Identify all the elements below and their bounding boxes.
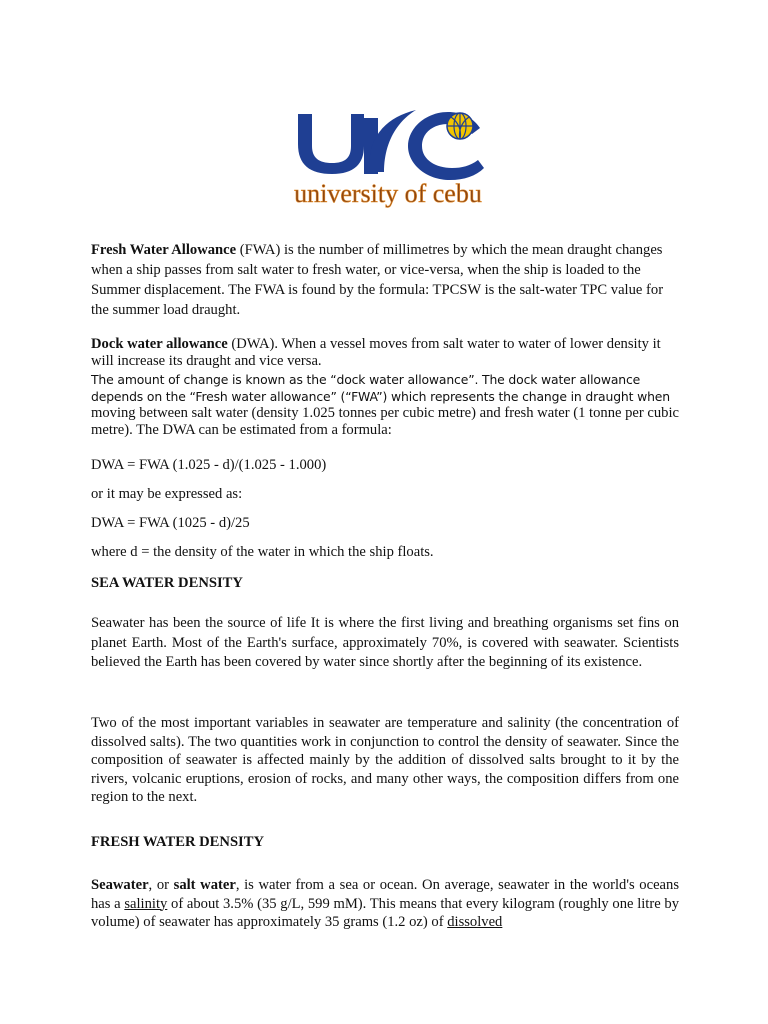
sea-water-heading: SEA WATER DENSITY xyxy=(91,575,243,591)
fwa-text: (FWA) is the number of millimetres by which the mean draught changes when a ship passes from salt water to fresh water, or vice-versa, when the ship is loaded to the Summer displacement. The FWA is found by the formula: TPCSW is the salt-water TPC value for the summer load draught. xyxy=(91,242,664,318)
dwa-formula-2: DWA = FWA (1025 - d)/25 xyxy=(91,515,250,531)
uc-logo-graphic xyxy=(248,92,528,212)
dwa-term: Dock water allowance xyxy=(91,336,228,352)
separator-text: , or xyxy=(148,877,174,893)
fwa-paragraph xyxy=(91,240,679,320)
dwa-text-3: moving between salt water (density 1.025 tonnes per cubic metre) and fresh water (1 tonne per cubic metre). The DWA can be estimated from a formula: xyxy=(91,405,680,438)
logo-university-name: university of cebu xyxy=(294,179,482,208)
seawater-term: Seawater xyxy=(91,877,149,893)
sea-water-paragraph-2: Two of the most important variables in seawater are temperature and salinity (the concentration of dissolved salts). The two quantities work in conjunction to control the density of seawater. Since the composition of seawater is affected mainly by the addition of dissolved salts brought to it by the rivers, volcanic eruptions, erosion of rocks, and many other ways, the composition differs from one region to the next. xyxy=(91,715,679,805)
dwa-formula-1: DWA = FWA (1.025 - d)/(1.025 - 1.000) xyxy=(91,457,327,473)
dissolved-link[interactable]: dissolved xyxy=(447,914,503,930)
university-logo xyxy=(248,92,528,212)
sea-water-paragraph-1: Seawater has been the source of life It is where the first living and breathing organisms set fins on planet Earth. Most of the Earth's surface, approximately 70%, is covered with seawater. Scientists believed the Earth has been covered by water since shortly after the beginning of its existence. xyxy=(91,615,679,670)
dwa-text-1: (DWA). When a vessel moves from salt water to water of lower density it will increase its draught and vice versa. xyxy=(91,336,661,369)
fwa-term: Fresh Water Allowance xyxy=(91,242,237,258)
salt-water-term: salt water xyxy=(173,877,236,893)
fresh-water-text-2: of about 3.5% (35 g/L, 599 mM). This means that every kilogram (roughly one litre by volume) of seawater has approximately 35 grams (1.2 oz) of xyxy=(91,895,679,930)
fresh-water-heading: FRESH WATER DENSITY xyxy=(91,834,265,850)
dwa-sans-text: The amount of change is known as the “dock water allowance”. The dock water allowance depends on the “Fresh water allowance” (“FWA”) which represents the change in draught when xyxy=(91,372,670,404)
dwa-paragraph xyxy=(91,336,679,370)
salinity-link[interactable]: salinity xyxy=(124,895,168,912)
dwa-where-text: where d = the density of the water in which the ship floats. xyxy=(91,544,434,560)
dwa-or-text: or it may be expressed as: xyxy=(91,486,243,502)
fresh-water-text-1: , is water from a sea or ocean. On average, seawater in the world's oceans has a xyxy=(91,877,679,912)
fresh-water-paragraph xyxy=(91,876,679,932)
